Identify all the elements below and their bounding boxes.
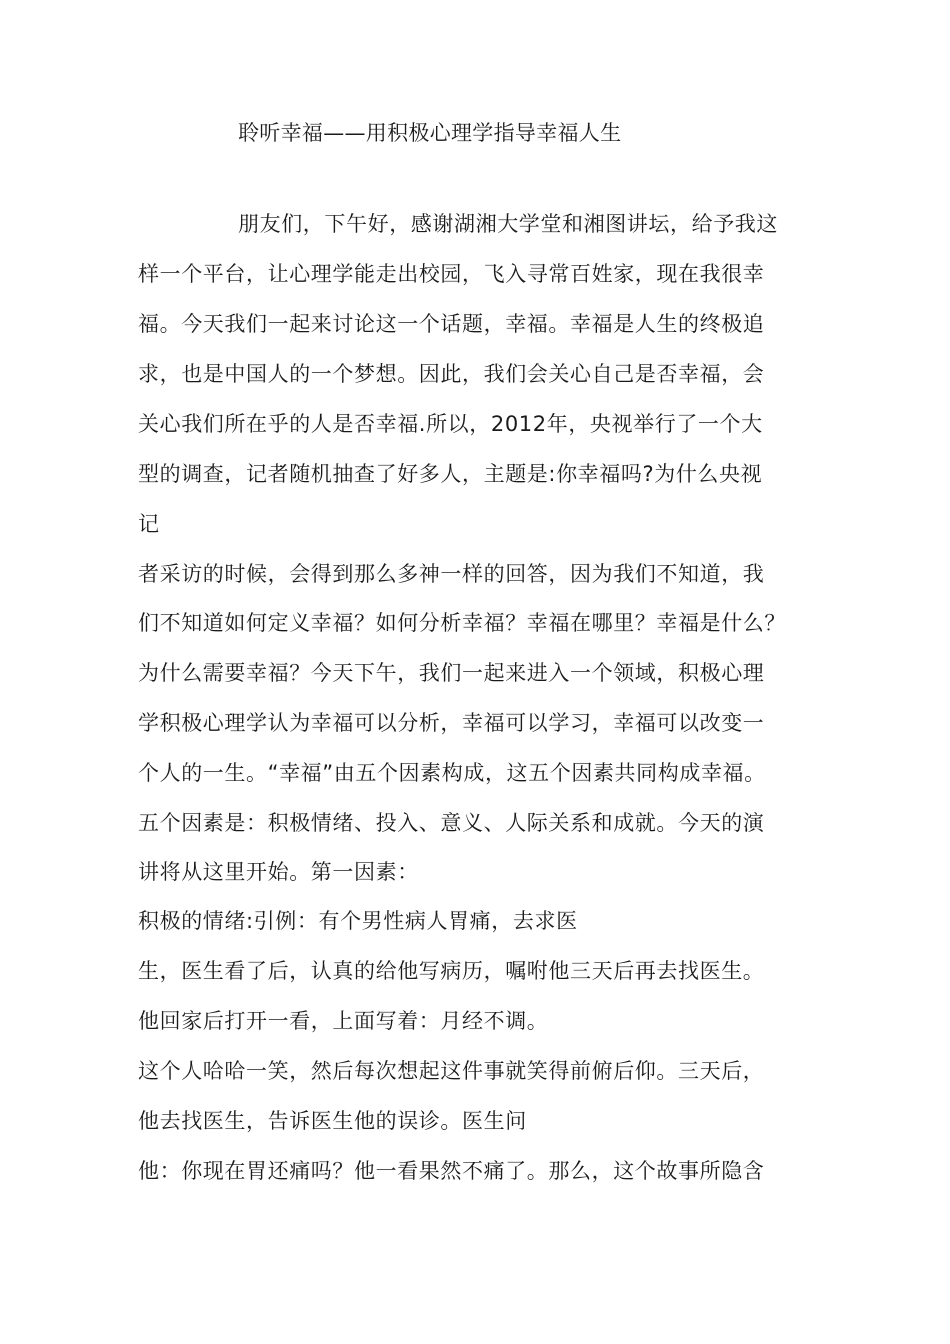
text-line: 学积极心理学认为幸福可以分析，幸福可以学习，幸福可以改变一 bbox=[138, 711, 765, 735]
text-line: 他去找医生，告诉医生他的误诊。医生问 bbox=[138, 1109, 527, 1133]
text-line: 福。今天我们一起来讨论这一个话题，幸福。幸福是人生的终极追 bbox=[138, 312, 765, 336]
text-line: 求，也是中国人的一个梦想。因此，我们会关心自己是否幸福，会 bbox=[138, 362, 765, 386]
text-line: 样一个平台，让心理学能走出校园，飞入寻常百姓家，现在我很幸 bbox=[138, 262, 765, 286]
text-line: 朋友们，下午好，感谢湖湘大学堂和湘图讲坛，给予我这 bbox=[238, 212, 778, 236]
text-line: 五个因素是：积极情绪、投入、意义、人际关系和成就。今天的演 bbox=[138, 811, 765, 835]
text-line: 生，医生看了后，认真的给他写病历，嘱咐他三天后再去找医生。 bbox=[138, 959, 765, 983]
text-line: 讲将从这里开始。第一因素： bbox=[138, 860, 419, 884]
text-line: 这个人哈哈一笑，然后每次想起这件事就笑得前俯后仰。三天后， bbox=[138, 1059, 765, 1083]
text-line: 型的调查，记者随机抽查了好多人，主题是:你幸福吗?为什么央视 bbox=[138, 462, 763, 486]
text-line: 者采访的时候，会得到那么多神一样的回答，因为我们不知道，我 bbox=[138, 562, 765, 586]
text-line: 他回家后打开一看，上面写着：月经不调。 bbox=[138, 1009, 549, 1033]
text-line: 他：你现在胃还痛吗？他一看果然不痛了。那么，这个故事所隐含 bbox=[138, 1159, 765, 1183]
text-line: 关心我们所在乎的人是否幸福.所以，2012年，央视举行了一个大 bbox=[138, 412, 763, 436]
text-line: 为什么需要幸福？今天下午，我们一起来进入一个领域，积极心理 bbox=[138, 661, 765, 685]
document-title: 聆听幸福——用积极心理学指导幸福人生 bbox=[238, 121, 622, 145]
text-line: 个人的一生。“幸福”由五个因素构成，这五个因素共同构成幸福。 bbox=[138, 761, 766, 785]
text-line: 积极的情绪:引例：有个男性病人胃痛，去求医 bbox=[138, 909, 578, 933]
text-line: 记 bbox=[138, 512, 160, 536]
text-line: 们不知道如何定义幸福？如何分析幸福？幸福在哪里？幸福是什么？ bbox=[138, 611, 786, 635]
